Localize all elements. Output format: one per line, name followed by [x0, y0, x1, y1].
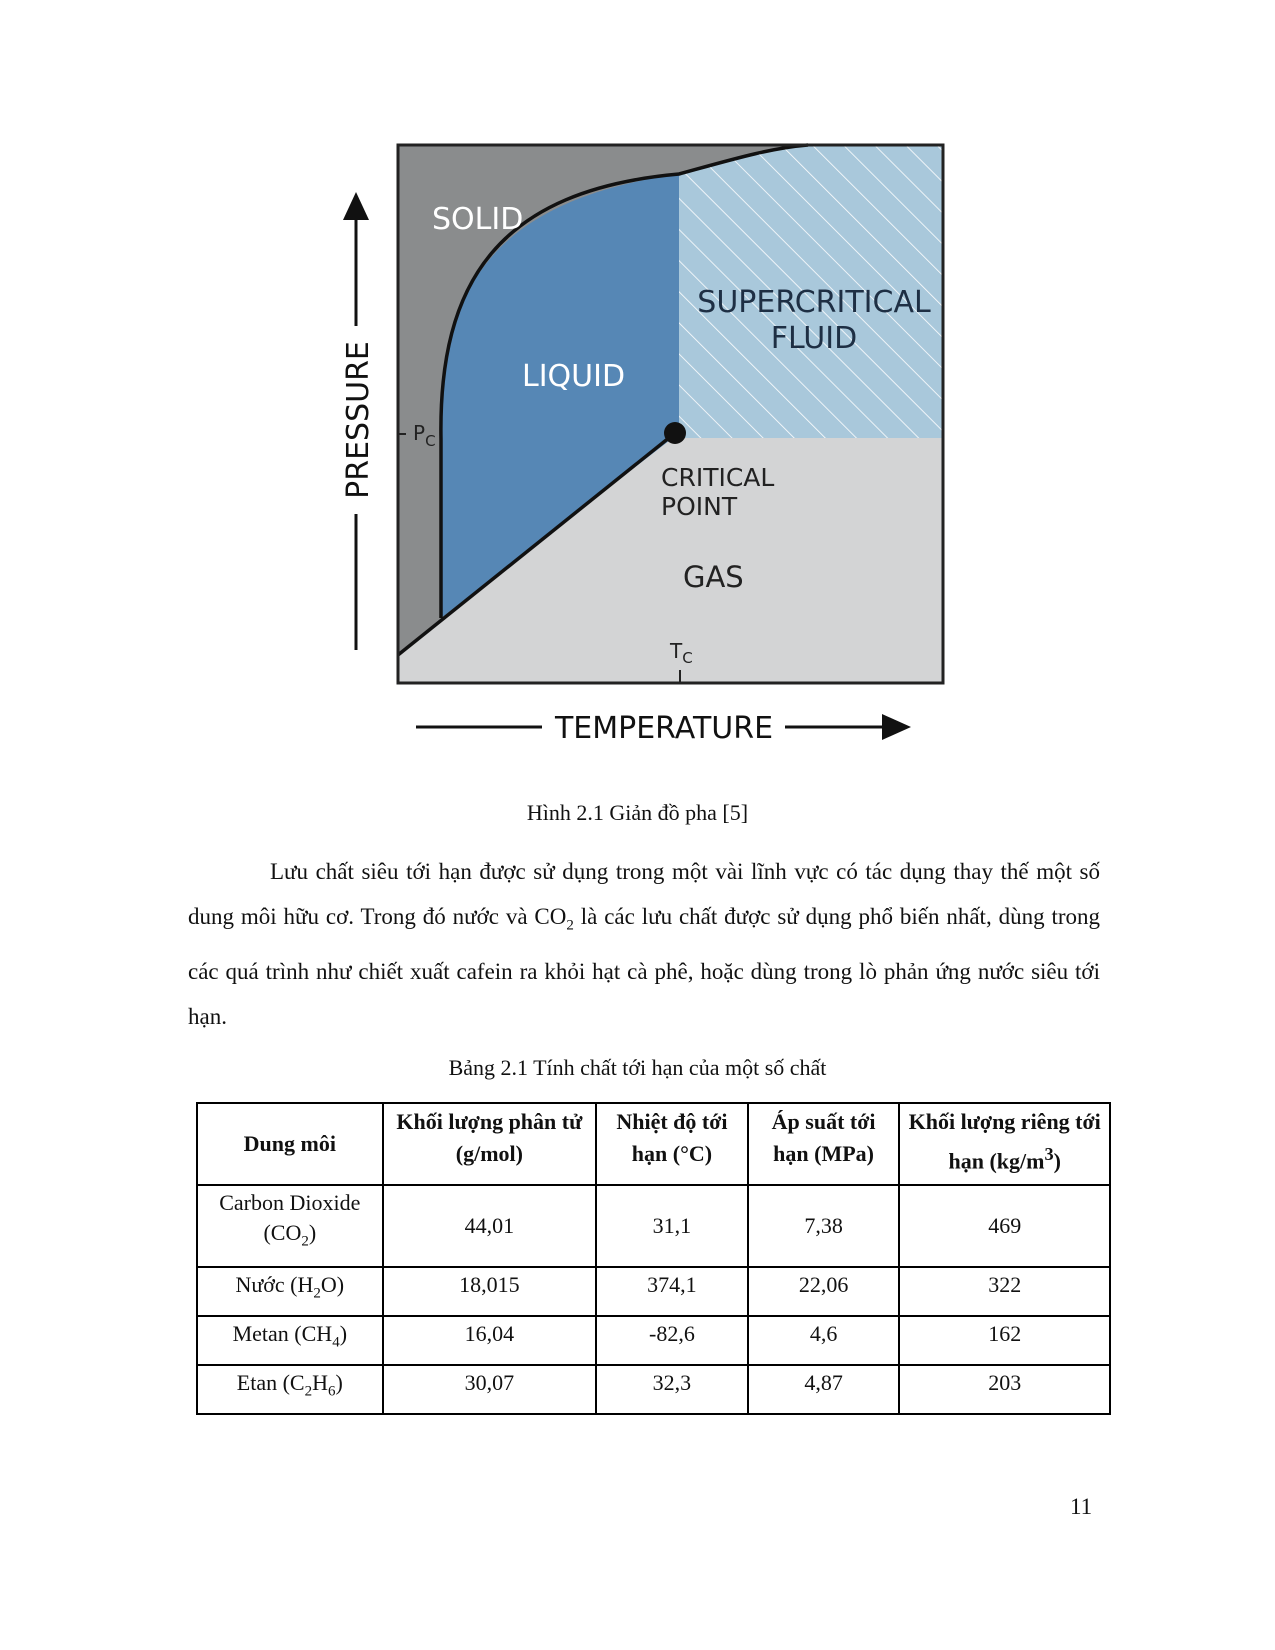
supercritical-label-line2: FLUID	[770, 321, 858, 356]
cell-critical-temperature: 32,3	[596, 1365, 748, 1414]
table-row	[197, 1185, 1110, 1267]
cell-molecular-weight: 30,07	[383, 1365, 596, 1414]
cell-critical-temperature: 374,1	[596, 1267, 748, 1316]
cell-critical-density: 322	[899, 1267, 1110, 1316]
cell-critical-density: 469	[899, 1185, 1110, 1267]
tc-label: $T_C$	[670, 639, 693, 667]
cell-critical-temperature: -82,6	[596, 1316, 748, 1365]
cell-critical-pressure: 4,6	[748, 1316, 900, 1365]
cell-critical-pressure: 4,87	[748, 1365, 900, 1414]
header-critical-temperature: Nhiệt độ tới hạn (°C)	[596, 1103, 748, 1185]
header-molecular-weight: Khối lượng phân tử (g/mol)	[383, 1103, 596, 1185]
liquid-label: LIQUID	[522, 359, 626, 394]
cell-solvent: Etan $(C_2H_6)$	[197, 1365, 383, 1414]
page-number: 11	[1070, 1494, 1093, 1519]
header-critical-density: Khối lượng riêng tới hạn $(kg/m^3)$	[899, 1103, 1110, 1185]
phase-diagram	[330, 130, 950, 760]
solid-label: SOLID	[432, 202, 524, 237]
critical-point-dot	[664, 422, 686, 444]
cell-solvent: Metan $(CH_4)$	[197, 1316, 383, 1365]
table-caption: Bảng 2.1 Tính chất tới hạn của một số chất	[448, 1055, 827, 1080]
cell-critical-pressure: 22,06	[748, 1267, 900, 1316]
cell-critical-density: 162	[899, 1316, 1110, 1365]
critical-properties-table	[196, 1102, 1111, 1415]
gas-label: GAS	[683, 560, 744, 594]
temperature-arrow-head	[882, 714, 911, 740]
figure-caption: Hình 2.1 Giản đồ pha [5]	[526, 800, 749, 825]
pressure-arrow-head	[343, 192, 369, 220]
pressure-axis-label: PRESSURE	[341, 341, 376, 499]
table-row	[197, 1316, 1110, 1365]
critical-point-label-line2: POINT	[661, 492, 738, 521]
body-paragraph: Lưu chất siêu tới hạn được sử dụng trong một vài lĩnh vực có tác dụng thay thế một số dung môi hữu cơ. Trong đó nước và $CO_2$ là các lưu chất được sử dụng phổ biến nhất, dùng trong các quá trình như chiết xuất cafein ra khỏi hạt cà phê, hoặc dùng trong lò phản ứng nước siêu tới hạn.	[188, 859, 1100, 1029]
cell-critical-pressure: 7,38	[748, 1185, 900, 1267]
header-solvent: Dung môi	[197, 1103, 383, 1185]
cell-solvent: Carbon Dioxide $(CO_2)$	[197, 1185, 383, 1267]
header-critical-pressure: Áp suất tới hạn (MPa)	[748, 1103, 900, 1185]
pc-label: $P_C$	[413, 421, 436, 450]
cell-molecular-weight: 18,015	[383, 1267, 596, 1316]
cell-solvent: Nước $(H_2O)$	[197, 1267, 383, 1316]
cell-molecular-weight: 44,01	[383, 1185, 596, 1267]
table-row	[197, 1365, 1110, 1414]
cell-molecular-weight: 16,04	[383, 1316, 596, 1365]
cell-critical-temperature: 31,1	[596, 1185, 748, 1267]
temperature-axis-label: TEMPERATURE	[554, 711, 774, 746]
supercritical-label-line1: SUPERCRITICAL	[697, 285, 931, 320]
table-header-row	[197, 1103, 1110, 1185]
table-row	[197, 1267, 1110, 1316]
critical-point-label-line1: CRITICAL	[661, 463, 775, 492]
cell-critical-density: 203	[899, 1365, 1110, 1414]
